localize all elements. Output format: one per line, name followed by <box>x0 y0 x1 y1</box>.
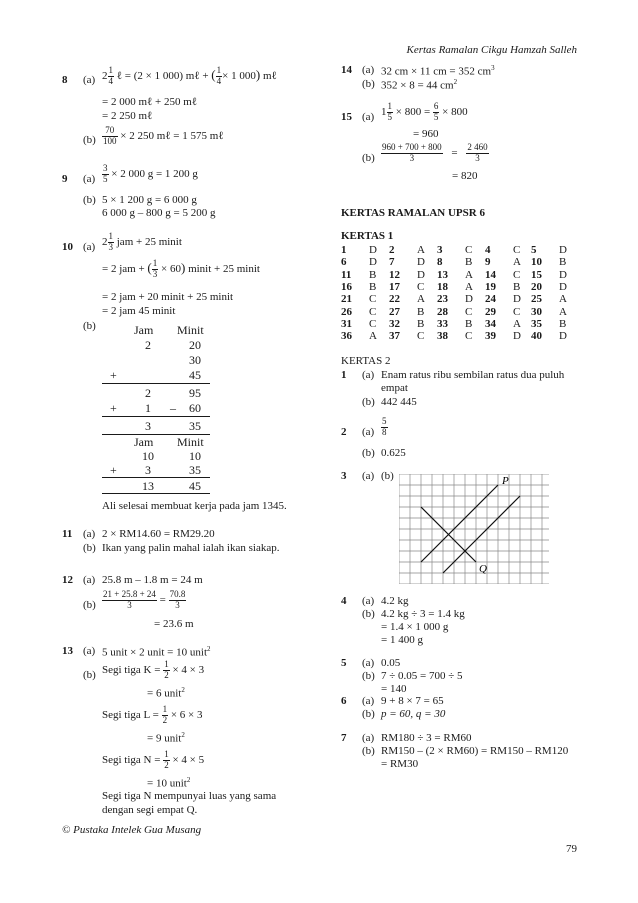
answer-choice: D <box>559 280 567 293</box>
answer-choice: D <box>513 293 521 306</box>
answer-choice: C <box>513 244 521 256</box>
q8-b-line: $\frac{70}{100}$ × 2 250 mℓ = 1 575 mℓ <box>103 125 224 146</box>
part-label: (b) <box>381 470 394 482</box>
part-label: (a) <box>362 426 375 438</box>
question-number: 13 <box>62 645 73 657</box>
answer-number: 39 <box>485 330 496 343</box>
answer-number: 13 <box>437 268 448 281</box>
answer-number: 9 <box>485 256 491 269</box>
answer-number: 29 <box>485 305 496 318</box>
answer-choice: D <box>559 268 567 281</box>
answer-choice: B <box>513 280 521 293</box>
kertas2-question-3 <box>341 470 577 585</box>
col-header-minit: Minit <box>177 435 204 449</box>
answer-number: 16 <box>341 280 352 293</box>
answer-number: 28 <box>437 305 448 318</box>
q10-a-line3: = 2 jam + 20 minit + 25 minit <box>102 291 234 303</box>
question-number: 7 <box>341 732 347 744</box>
answer-choice: C <box>369 305 377 318</box>
page-number: 79 <box>566 843 577 855</box>
part-label: (a) <box>362 369 375 381</box>
label-q: Q <box>479 563 487 575</box>
question-14: 14 (a) 32 cm × 11 cm = 352 $cm^3$ (b) 352 × 8 = 44 $cm^2$ <box>341 64 495 92</box>
fraction: $\frac{6}{5}$ <box>433 101 439 122</box>
answer-number: 7 <box>389 256 395 269</box>
answer-number: 31 <box>341 317 352 330</box>
part-label: (b) <box>362 78 375 90</box>
time-addition-table-1: Jam Minit 2 20 30 + 45 2 95 + 1 – 60 3 35 <box>102 323 212 433</box>
answer-choice: B <box>417 305 425 318</box>
question-15: 15 (a) 1 $\frac{1}{5}$ × 800 = $\frac{6}{5}$ × 800 = 960 (b) $\frac{960 + 700 + 800}{3}$ = $\frac{2 460}{3}$ = 820 <box>341 101 488 182</box>
answer-choice: C <box>465 330 473 343</box>
answer-number: 22 <box>389 293 400 306</box>
time-addition-table-2: Jam Minit 10 10 + 3 35 13 45 <box>102 435 212 495</box>
part-label: (a) <box>362 595 375 607</box>
part-label: (b) <box>362 447 375 459</box>
answer-number: 20 <box>531 280 542 293</box>
part-label: (b) <box>362 608 375 620</box>
answer-number: 23 <box>437 293 448 306</box>
footer-publisher: © Pustaka Intelek Gua Musang <box>62 824 202 836</box>
answer-number: 15 <box>531 268 542 281</box>
answer-choice: C <box>513 268 521 281</box>
answer-number: 3 <box>437 244 443 256</box>
answer-number: 37 <box>389 330 400 343</box>
part-label: (b) <box>83 599 96 611</box>
answer-choice: A <box>465 268 473 281</box>
part-label: (a) <box>83 528 96 540</box>
fraction: $\frac{1}{3}$ <box>152 258 158 279</box>
part-label: (a) <box>362 470 375 482</box>
answer-number: 38 <box>437 330 448 343</box>
answer-number: 14 <box>485 268 496 281</box>
answer-number: 17 <box>389 280 400 293</box>
fraction: $\frac{70}{100}$ <box>103 125 117 146</box>
question-9 <box>62 163 330 223</box>
q9-b-line1: 5 × 1 200 g = 6 000 g <box>102 194 197 206</box>
part-label: (a) <box>83 241 96 253</box>
part-label: (a) <box>362 695 375 707</box>
answer-choice: B <box>417 317 425 330</box>
answer-number: 25 <box>531 293 542 306</box>
answer-number: 36 <box>341 330 352 343</box>
part-label: (b) <box>83 542 96 554</box>
question-number: 4 <box>341 595 347 607</box>
answer-choice: A <box>513 256 521 269</box>
part-label: (b) <box>83 320 96 332</box>
question-8 <box>62 66 330 176</box>
answer-number: 34 <box>485 317 496 330</box>
answer-choice: A <box>559 293 567 306</box>
answer-number: 35 <box>531 317 542 330</box>
part-label: (b) <box>83 134 96 146</box>
q15-b-line: $\frac{960 + 700 + 800}{3}$ = $\frac{2 460}{3}$ <box>382 142 488 163</box>
triangle-l-line: Segi tiga L = $\frac{1}{2}$ × 6 × 3 <box>102 704 203 725</box>
fraction: $\frac{1}{2}$ <box>164 749 169 770</box>
question-number: 5 <box>341 657 347 669</box>
line-p <box>421 485 498 562</box>
question-number: 15 <box>341 111 352 123</box>
answer-choice: C <box>417 330 425 343</box>
question-10 <box>62 232 330 522</box>
question-number: 12 <box>62 574 73 586</box>
kertas2-question-1: 1 (a) Enam ratus ribu sembilan ratus dua puluh empat (b) 442 445 <box>341 369 565 408</box>
answer-number: 8 <box>437 256 443 269</box>
fraction: $\frac{3}{5}$ <box>103 163 108 184</box>
answer-choice: C <box>417 280 425 293</box>
answer-number: 21 <box>341 293 352 306</box>
answer-choice: C <box>513 305 521 318</box>
answer-choice: D <box>465 293 473 306</box>
question-11: 11 (a) 2 × RM14.60 = RM29.20 (b) Ikan yang palin mahal ialah ikan siakap. <box>62 528 280 554</box>
fraction: $\frac{70.8}{3}$ <box>169 589 186 610</box>
kertas2-question-7: 7 (a) RM180 ÷ 3 = RM60 (b) RM150 – (2 × RM60) = RM150 – RM120 = RM30 <box>341 732 569 770</box>
kertas2-question-6: 6 (a) 9 + 8 × 7 = 65 (b) p = 60, q = 30 <box>341 695 446 720</box>
sum-line <box>102 493 210 494</box>
fraction: $\frac{1}{4}$ <box>108 65 113 86</box>
fraction: $\frac{1}{2}$ <box>162 704 168 725</box>
part-label: (b) <box>83 669 96 681</box>
answer-choice: A <box>417 293 425 306</box>
answer-choice: B <box>559 256 567 269</box>
question-number: 1 <box>341 369 347 381</box>
answer-choice: D <box>417 268 425 281</box>
kertas2-heading: KERTAS 2 <box>341 355 391 367</box>
q8-a-line1: 2 $\frac{1}{4}$ ℓ = (2 × 1 000) mℓ + ( $\frac{1}{4}$ × 1 000) mℓ <box>102 65 277 86</box>
part-label: (b) <box>362 396 375 408</box>
fraction: $\frac{21 + 25.8 + 24}{3}$ <box>103 589 156 610</box>
section-title: KERTAS RAMALAN UPSR 6 <box>341 207 485 219</box>
triangle-n-line: Segi tiga N = $\frac{1}{2}$ × 4 × 5 <box>102 749 205 770</box>
answer-number: 6 <box>341 256 347 269</box>
question-number: 3 <box>341 470 347 482</box>
answer-number: 12 <box>389 268 400 281</box>
q8-a-line2: = 2 000 mℓ + 250 mℓ <box>102 96 198 108</box>
question-number: 14 <box>341 64 352 76</box>
kertas1-answer-grid <box>341 244 571 344</box>
kertas2-question-4: 4 (a) 4.2 kg (b) 4.2 kg ÷ 3 = 1.4 kg = 1.4 × 1 000 g = 1 400 g <box>341 595 465 646</box>
answer-choice: B <box>369 280 377 293</box>
answer-number: 24 <box>485 293 496 306</box>
label-p: P <box>502 475 509 487</box>
kertas2-question-2: 2 (a) $\frac{5}{8}$ (b) 0.625 <box>341 416 406 459</box>
col-header-jam: Jam <box>134 323 154 337</box>
fraction: $\frac{1}{4}$ <box>216 65 222 86</box>
answer-number: 10 <box>531 256 542 269</box>
sum-line <box>102 383 210 384</box>
fraction: $\frac{1}{5}$ <box>387 101 392 122</box>
answer-number: 32 <box>389 317 400 330</box>
part-label: (a) <box>83 574 96 586</box>
answer-choice: C <box>369 293 377 306</box>
answer-number: 1 <box>341 244 347 256</box>
fraction: $\frac{1}{3}$ <box>108 231 113 252</box>
question-number: 9 <box>62 173 68 185</box>
answer-number: 40 <box>531 330 542 343</box>
q15-a-line: 1 $\frac{1}{5}$ × 800 = $\frac{6}{5}$ × 800 <box>381 101 468 122</box>
answer-choice: A <box>417 244 425 256</box>
answer-choice: A <box>369 330 377 343</box>
q8-a-line3: = 2 250 mℓ <box>102 110 153 122</box>
q10-a-line2: = 2 jam + ( $\frac{1}{3}$ × 60) minit + 25 minit <box>102 258 260 279</box>
part-label: (b) <box>362 152 375 164</box>
col-header-jam: Jam <box>134 435 154 449</box>
sum-line <box>102 416 210 417</box>
part-label: (b) <box>362 670 375 682</box>
answer-choice: D <box>417 256 425 269</box>
answer-number: 11 <box>341 268 352 281</box>
grid-diagram <box>399 474 549 584</box>
kertas2-question-5: 5 (a) 0.05 (b) 7 ÷ 0.05 = 700 ÷ 5 = 140 <box>341 657 463 695</box>
part-label: (b) <box>362 708 375 720</box>
kertas1-heading: KERTAS 1 <box>341 230 394 242</box>
part-label: (a) <box>83 74 96 86</box>
part-label: (b) <box>83 194 96 206</box>
answer-number: 27 <box>389 305 400 318</box>
answer-number: 19 <box>485 280 496 293</box>
fraction: $\frac{5}{8}$ <box>382 416 387 437</box>
question-13: 13 (a) 5 unit × 2 unit = 10 unit$^2$ (b) Segi tiga K = $\frac{1}{2}$ × 4 × 3 = 6 unit$^2$ Segi tiga L = $\frac{1}{2}$ × 6 × 3 = 9 unit$^2$ Segi tiga N = $\frac{1}{2}$ × 4 × 5 = 10 unit$^2$ Segi tiga N mempunyai luas yang sama dengan segi empat Q. <box>62 645 277 816</box>
grid-lines <box>399 474 549 584</box>
answer-number: 30 <box>531 305 542 318</box>
part-label: (b) <box>362 745 375 757</box>
answer-choice: B <box>465 256 473 269</box>
answer-number: 5 <box>531 244 537 256</box>
fraction: $\frac{1}{2}$ <box>164 659 169 680</box>
fraction: $\frac{960 + 700 + 800}{3}$ <box>382 142 442 163</box>
question-number: 11 <box>62 528 73 540</box>
line-parallel <box>443 496 520 573</box>
answer-choice: D <box>369 256 377 269</box>
answer-choice: B <box>369 268 377 281</box>
q9-b-line2: 6 000 g – 800 g = 5 200 g <box>102 207 216 219</box>
answer-choice: D <box>559 330 567 343</box>
q9-a-line: $\frac{3}{5}$ × 2 000 g = 1 200 g <box>103 163 198 184</box>
q10-conclusion: Ali selesai membuat kerja pada jam 1345. <box>102 500 287 512</box>
q12-b-line: $\frac{21 + 25.8 + 24}{3}$ = $\frac{70.8}{3}$ <box>103 589 186 610</box>
answer-choice: A <box>513 317 521 330</box>
answer-choice: C <box>465 244 473 256</box>
triangle-k-line: Segi tiga K = $\frac{1}{2}$ × 4 × 3 <box>102 659 205 680</box>
answer-number: 18 <box>437 280 448 293</box>
sum-line <box>102 477 210 478</box>
fraction: $\frac{2 460}{3}$ <box>467 142 488 163</box>
answer-choice: D <box>369 244 377 256</box>
answer-number: 2 <box>389 244 395 256</box>
part-label: (a) <box>362 732 375 744</box>
question-number: 8 <box>62 74 68 86</box>
q10-a-line4: = 2 jam 45 minit <box>102 305 176 317</box>
question-number: 2 <box>341 426 347 438</box>
col-header-minit: Minit <box>177 323 204 337</box>
answer-choice: C <box>465 305 473 318</box>
answer-choice: C <box>369 317 377 330</box>
part-label: (a) <box>83 645 96 657</box>
q10-a-line1: 2 $\frac{1}{3}$ jam + 25 minit <box>102 231 182 252</box>
answer-number: 26 <box>341 305 352 318</box>
answer-number: 33 <box>437 317 448 330</box>
answer-choice: D <box>513 330 521 343</box>
answer-number: 4 <box>485 244 491 256</box>
part-label: (a) <box>362 657 375 669</box>
question-number: 6 <box>341 695 347 707</box>
part-label: (a) <box>362 111 375 123</box>
answer-choice: D <box>559 244 567 256</box>
answer-choice: B <box>465 317 473 330</box>
running-header: Kertas Ramalan Cikgu Hamzah Salleh <box>406 44 577 56</box>
part-label: (a) <box>83 173 96 185</box>
part-label: (a) <box>362 64 375 76</box>
question-12: 12 (a) 25.8 m – 1.8 m = 24 m (b) $\frac{21 + 25.8 + 24}{3}$ = $\frac{70.8}{3}$ = 23.6 m <box>62 574 203 630</box>
answer-choice: A <box>465 280 473 293</box>
answer-choice: A <box>559 305 567 318</box>
question-number: 10 <box>62 241 73 253</box>
answer-choice: B <box>559 317 567 330</box>
